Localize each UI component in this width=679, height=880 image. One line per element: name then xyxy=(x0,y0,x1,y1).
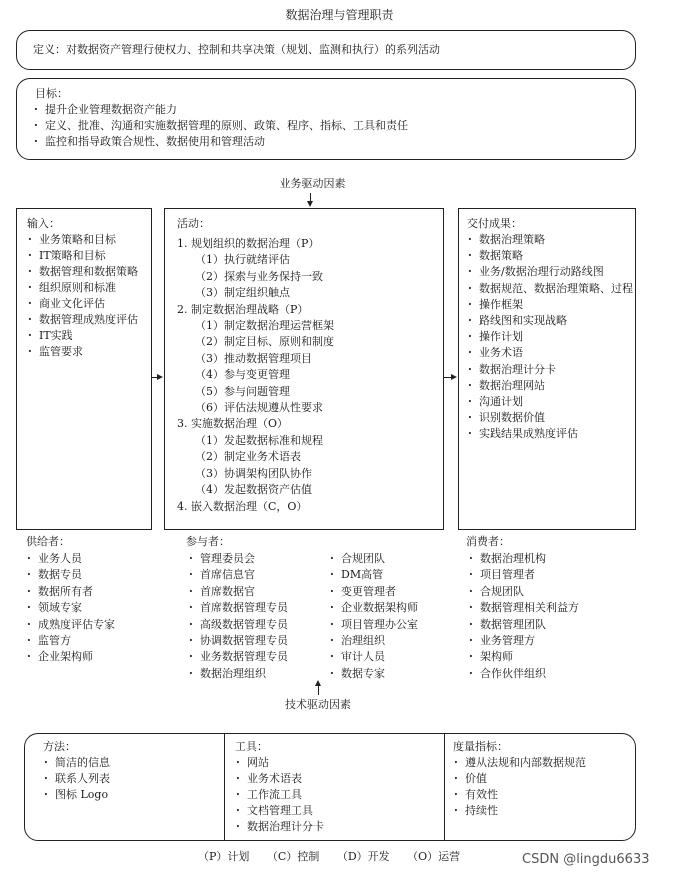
deliverables-box xyxy=(458,208,636,530)
deliverable-item: · 实践结果成熟度评估 xyxy=(465,426,633,442)
activities-heading: 活动： xyxy=(177,217,210,230)
tool-item: · 网站 xyxy=(233,755,324,771)
deliverable-item: · 业务/数据治理行动路线图 xyxy=(465,264,633,280)
input-item: · 商业文化评估 xyxy=(25,296,149,312)
activity-sub-item: （1）制定数据治理运营框架 xyxy=(195,319,334,333)
inputs-to-activities-arrow xyxy=(157,374,163,380)
activities-box xyxy=(164,208,444,530)
consumer-item: · 数据治理机构 xyxy=(466,551,579,567)
deliverable-item: · 沟通计划 xyxy=(465,394,633,410)
participant-item: · 高级数据管理专员 xyxy=(186,617,288,633)
business-drivers-arrow xyxy=(307,201,313,207)
participant-item: · 业务数据管理专员 xyxy=(186,649,288,665)
techniques-box xyxy=(24,733,636,841)
input-item: · IT策略和目标 xyxy=(25,248,149,264)
activity-sub-item: （1）发起数据标准和规程 xyxy=(195,433,323,447)
activity-label: 1. 规划组织的数据治理（P） xyxy=(177,237,320,250)
activity-sub-item: （6）评估法规遵从性要求 xyxy=(195,401,323,415)
participants-list-right xyxy=(327,551,418,682)
input-item: · 组织原则和标准 xyxy=(25,280,149,296)
activity-group xyxy=(177,416,334,498)
activity-sub-item: （3）制定组织触点 xyxy=(195,286,290,300)
goal-item: · 提升企业管理数据资产能力 xyxy=(31,102,408,118)
consumer-item: · 架构师 xyxy=(466,649,579,665)
watermark: CSDN @lingdu6633 xyxy=(522,852,650,867)
inputs-box xyxy=(16,208,152,530)
legend-item: （O）运营 xyxy=(407,850,461,863)
inputs-list xyxy=(25,232,149,360)
tool-item: · 业务术语表 xyxy=(233,771,324,787)
diagram-title: 数据治理与管理职责 xyxy=(285,8,394,22)
activity-sub-item: （5）参与问题管理 xyxy=(195,384,290,398)
consumers-heading: 消费者： xyxy=(466,535,510,548)
activity-sub-item: （2）探索与业务保持一致 xyxy=(195,269,323,283)
activity-sub-item: （1）执行就绪评估 xyxy=(195,253,290,267)
participant-item: · 治理组织 xyxy=(327,633,418,649)
metrics-heading: 度量指标： xyxy=(453,740,508,753)
legend xyxy=(198,850,474,864)
activity-sub-item: （2）制定目标、原则和制度 xyxy=(195,335,334,349)
activity-label: 3. 实施数据治理（O） xyxy=(177,417,289,431)
consumers-list xyxy=(466,551,579,682)
deliverable-item: · 识别数据价值 xyxy=(465,410,633,426)
supplier-item: · 业务人员 xyxy=(24,551,115,567)
activity-label: 2. 制定数据治理战略（P） xyxy=(177,302,309,316)
deliverable-item: · 操作计划 xyxy=(465,329,633,345)
deliverables-heading: 交付成果： xyxy=(467,217,522,230)
activity-group xyxy=(177,236,334,302)
participants-list-left xyxy=(186,551,288,682)
supplier-item: · 数据专员 xyxy=(24,567,115,583)
activity-sub-item: （4）参与变更管理 xyxy=(195,368,290,382)
activity-label: 4. 嵌入数据治理（C，O） xyxy=(177,499,308,513)
definition-box xyxy=(16,30,636,70)
suppliers-heading: 供给者： xyxy=(26,535,70,548)
participant-item: · 首席数据管理专员 xyxy=(186,600,288,616)
legend-item: （D）开发 xyxy=(336,850,390,863)
supplier-item: · 企业架构师 xyxy=(24,649,115,665)
participant-item: · 首席数据官 xyxy=(186,584,288,600)
supplier-item: · 领域专家 xyxy=(24,600,115,616)
consumer-item: · 业务管理方 xyxy=(466,633,579,649)
supplier-item: · 监管方 xyxy=(24,633,115,649)
metric-item: · 有效性 xyxy=(451,787,586,803)
goals-heading: 目标： xyxy=(35,87,68,100)
business-drivers-label: 业务驱动因素 xyxy=(279,177,346,190)
activities-list xyxy=(177,236,334,515)
activity-sub-item: （3）协调架构团队协作 xyxy=(195,466,312,480)
techniques-divider-right xyxy=(444,733,445,841)
participant-item: · 数据治理组织 xyxy=(186,666,288,682)
activity-group xyxy=(177,499,334,515)
technical-drivers-line xyxy=(318,685,319,695)
activity-sub-item: （4）发起数据资产估值 xyxy=(195,483,312,497)
participant-item: · 企业数据架构师 xyxy=(327,600,418,616)
activity-sub-item: （2）制定业务术语表 xyxy=(195,450,301,464)
tools-heading: 工具： xyxy=(235,740,268,753)
goals-list xyxy=(31,102,408,150)
metrics-list xyxy=(451,755,586,819)
deliverable-item: · 操作框架 xyxy=(465,297,633,313)
metric-item: · 价值 xyxy=(451,771,586,787)
input-item: · 监管要求 xyxy=(25,344,149,360)
tool-item: · 工作流工具 xyxy=(233,787,324,803)
deliverable-item: · 路线图和实现战略 xyxy=(465,313,633,329)
deliverable-item: · 数据治理策略 xyxy=(465,232,633,248)
participant-item: · DM高管 xyxy=(327,567,418,583)
participant-item: · 变更管理者 xyxy=(327,584,418,600)
goals-box xyxy=(16,78,636,160)
participants-heading: 参与者： xyxy=(186,535,230,548)
supplier-item: · 数据所有者 xyxy=(24,584,115,600)
supplier-item: · 成熟度评估专家 xyxy=(24,617,115,633)
legend-item: （P）计划 xyxy=(198,850,250,863)
participant-item: · 数据专家 xyxy=(327,666,418,682)
methods-heading: 方法： xyxy=(43,740,76,753)
deliverable-item: · 数据治理计分卡 xyxy=(465,362,633,378)
method-item: · 联系人列表 xyxy=(41,771,110,787)
metric-item: · 遵从法规和内部数据规范 xyxy=(451,755,586,771)
method-item: · 简洁的信息 xyxy=(41,755,110,771)
tools-list xyxy=(233,755,324,835)
input-item: · 数据管理和数据策略 xyxy=(25,264,149,280)
inputs-heading: 输入： xyxy=(27,217,60,230)
metric-item: · 持续性 xyxy=(451,803,586,819)
deliverable-item: · 数据治理网站 xyxy=(465,378,633,394)
consumer-item: · 数据管理团队 xyxy=(466,617,579,633)
goal-item: · 定义、批准、沟通和实施数据管理的原则、政策、程序、指标、工具和责任 xyxy=(31,118,408,134)
deliverables-list xyxy=(465,232,633,443)
participant-item: · 审计人员 xyxy=(327,649,418,665)
consumer-item: · 合作伙伴组织 xyxy=(466,666,579,682)
participant-item: · 首席信息官 xyxy=(186,567,288,583)
definition-text: 定义：对数据资产管理行使权力、控制和共享决策（规划、监测和执行）的系列活动 xyxy=(33,43,440,56)
suppliers-list xyxy=(24,551,115,666)
activity-group xyxy=(177,302,334,417)
activities-to-deliverables-arrow xyxy=(451,374,457,380)
deliverable-item: · 业务术语 xyxy=(465,345,633,361)
deliverable-item: · 数据策略 xyxy=(465,248,633,264)
input-item: · 业务策略和目标 xyxy=(25,232,149,248)
activity-sub-item: （3）推动数据管理项目 xyxy=(195,351,312,365)
techniques-divider-left xyxy=(224,733,225,841)
consumer-item: · 数据管理相关利益方 xyxy=(466,600,579,616)
input-item: · IT实践 xyxy=(25,328,149,344)
methods-list xyxy=(41,755,110,803)
deliverable-item: · 数据规范、数据治理策略、过程 xyxy=(465,281,633,297)
technical-drivers-label: 技术驱动因素 xyxy=(285,698,351,711)
legend-item: （C）控制 xyxy=(266,850,320,863)
tool-item: · 数据治理计分卡 xyxy=(233,819,324,835)
participant-item: · 管理委员会 xyxy=(186,551,288,567)
participant-item: · 项目管理办公室 xyxy=(327,617,418,633)
goal-item: · 监控和指导政策合规性、数据使用和管理活动 xyxy=(31,134,408,150)
consumer-item: · 项目管理者 xyxy=(466,567,579,583)
method-item: · 图标 Logo xyxy=(41,787,110,803)
consumer-item: · 合规团队 xyxy=(466,584,579,600)
participant-item: · 合规团队 xyxy=(327,551,418,567)
tool-item: · 文档管理工具 xyxy=(233,803,324,819)
input-item: · 数据管理成熟度评估 xyxy=(25,312,149,328)
participant-item: · 协调数据管理专员 xyxy=(186,633,288,649)
